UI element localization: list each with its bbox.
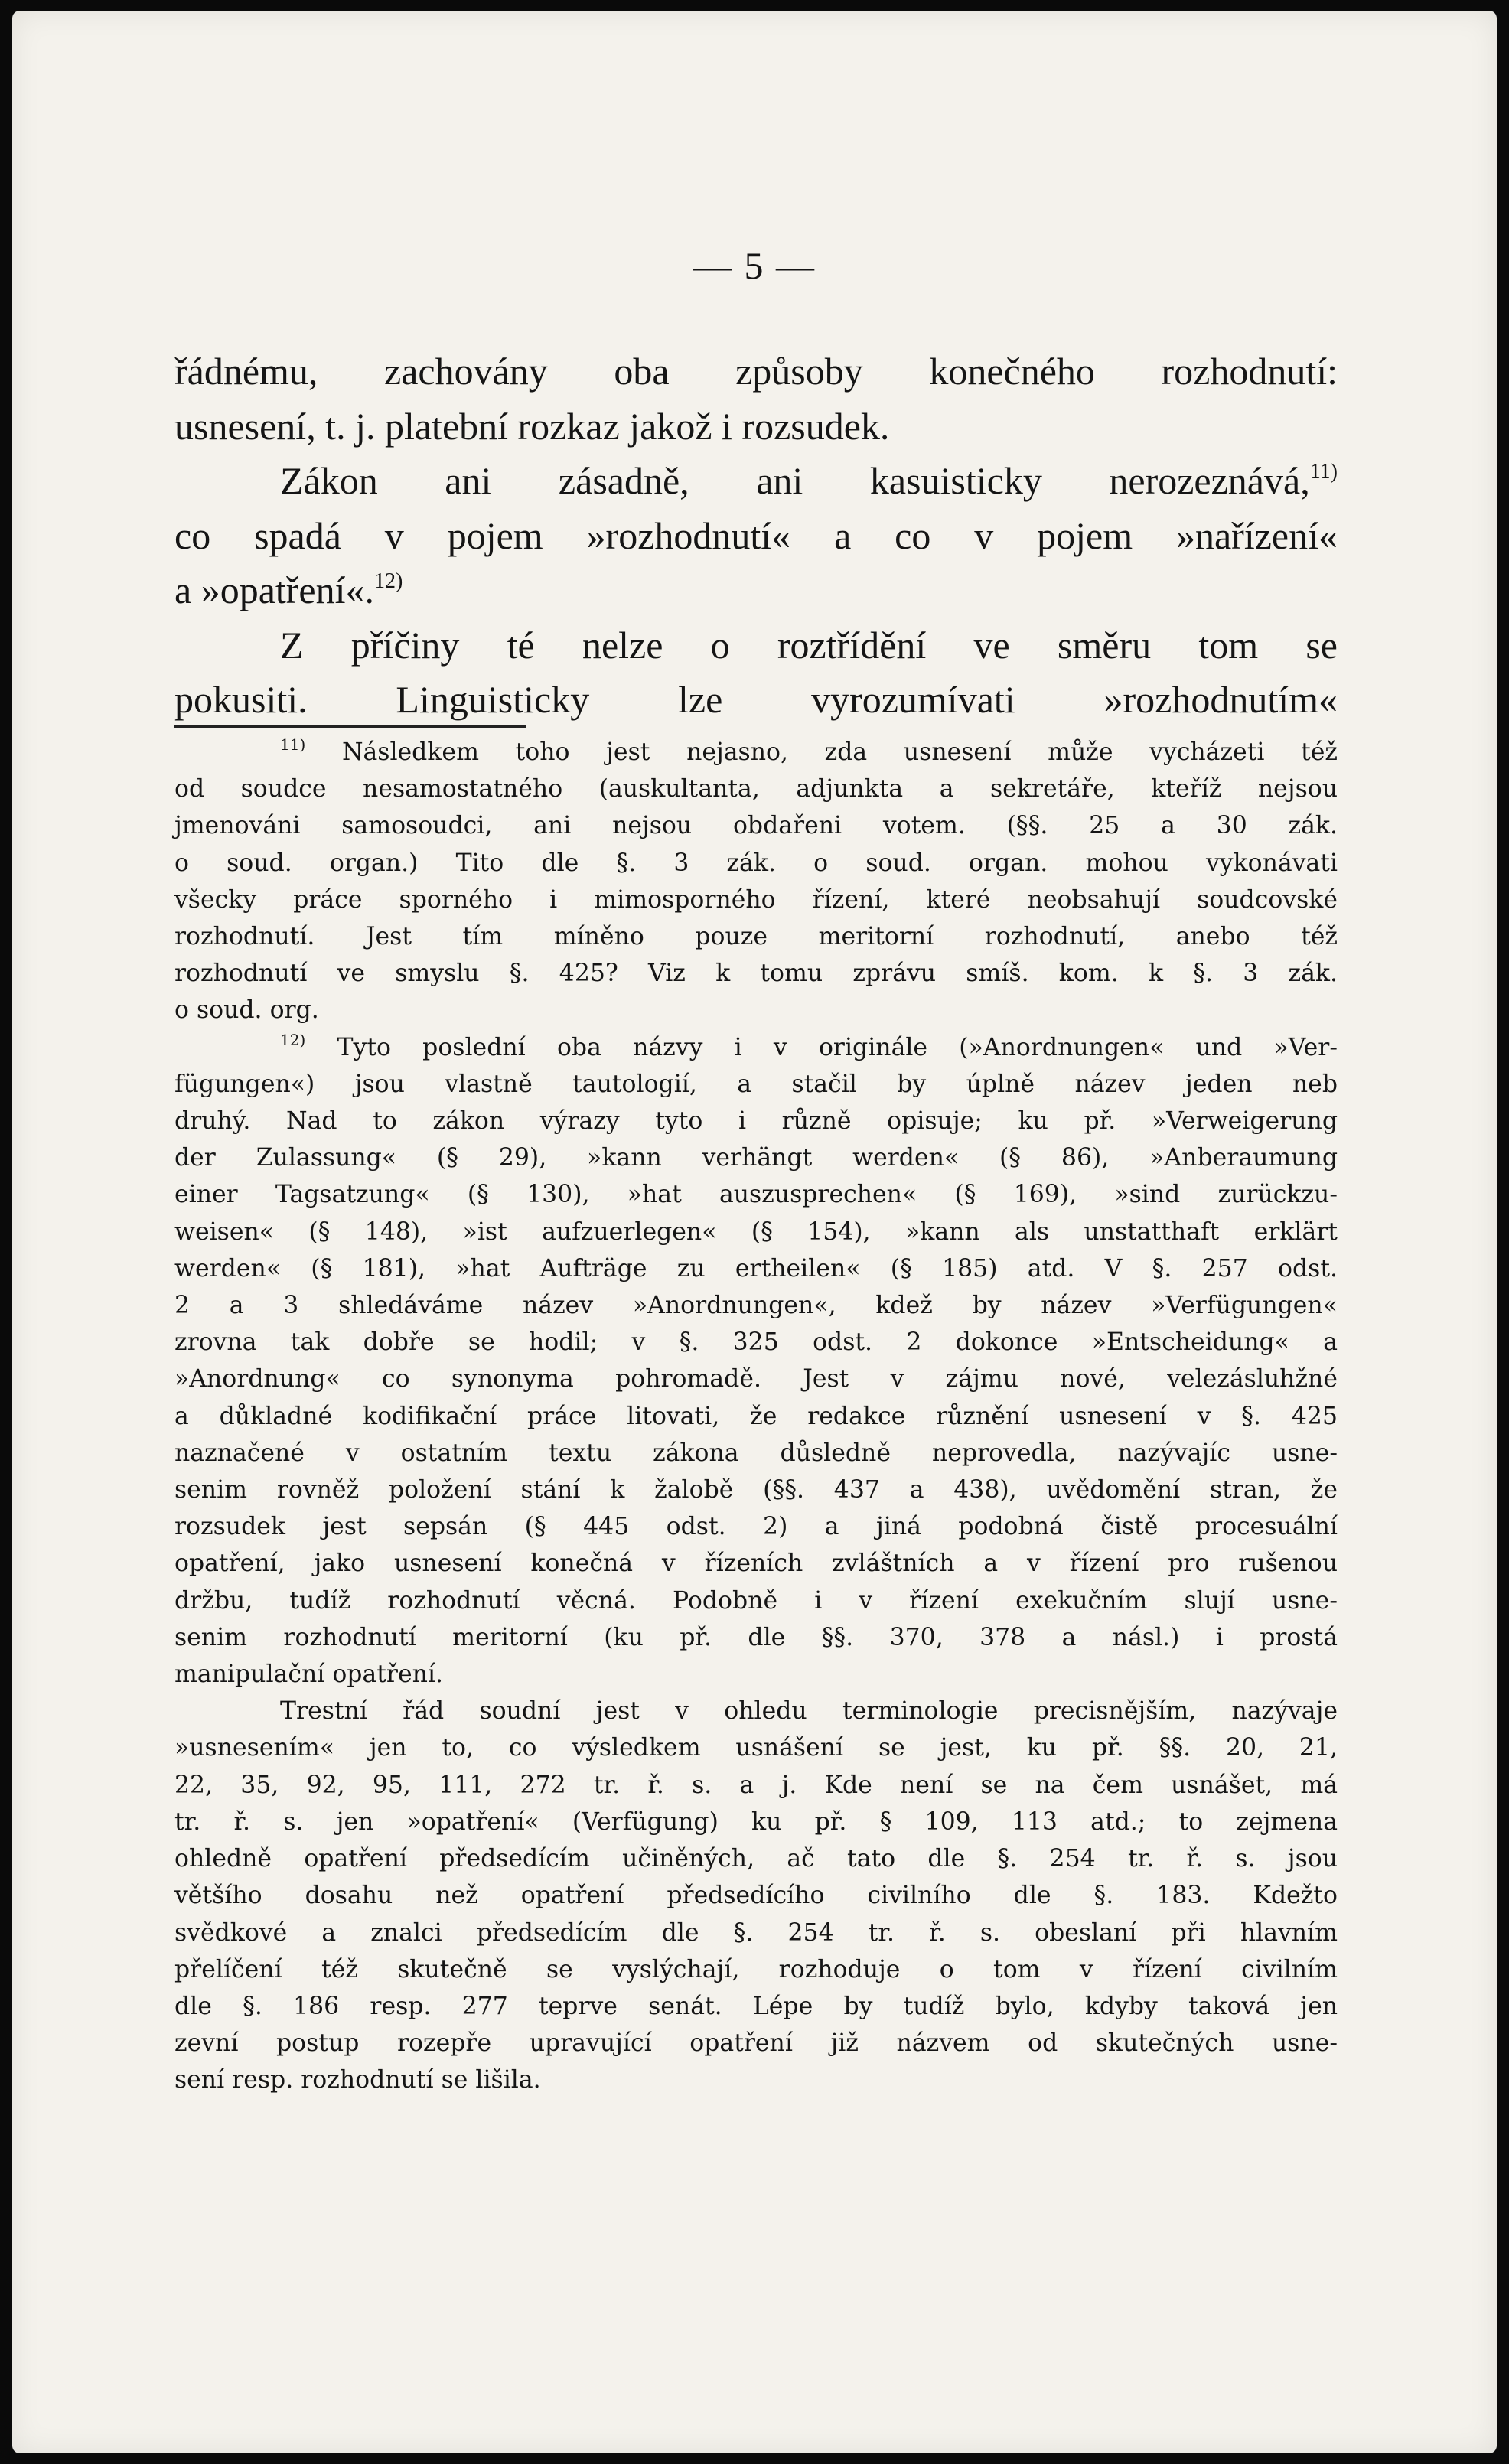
footnote-line: fügungen«) jsou vlastně tautologií, a stačil by úplně název jeden neb bbox=[174, 1070, 1338, 1098]
footnote-line: přelíčení též skutečně se vyslýchají, rozhoduje o tom v řízení civilním bbox=[174, 1955, 1338, 1983]
footnote-line: senim rozhodnutí meritorní (ku př. dle §§. 370, 378 a násl.) i prostá bbox=[174, 1623, 1338, 1651]
footnote-line: rozhodnutí. Jest tím míněno pouze meritorní rozhodnutí, anebo též bbox=[174, 923, 1338, 951]
footnote-ref-12: 12) bbox=[374, 569, 403, 593]
footnote-line: od soudce nesamostatného (auskultanta, adjunkta a sekretáře, kteříž nejsou bbox=[174, 775, 1338, 803]
footnote-line: zrovna tak dobře se hodil; v §. 325 odst. 2 dokonce »Entscheidung« a bbox=[174, 1328, 1338, 1357]
footnote-line: a důkladné kodifikační práce litovati, že redakce různění usnesení v §. 425 bbox=[174, 1402, 1338, 1430]
footnote-separator bbox=[174, 725, 526, 728]
body-line bbox=[174, 454, 1338, 509]
footnote-line: naznačené v ostatním textu zákona důsledně neprovedla, nazývajíc usne- bbox=[174, 1439, 1338, 1467]
footnote-line: $^{11)}$ Následkem toho jest nejasno, zda usnesení může vycházeti též bbox=[280, 735, 1338, 766]
footnote-line: $^{12)}$ Tyto poslední oba názvy i v originále (»Anordnungen« und »Ver- bbox=[280, 1030, 1338, 1061]
footnote-line: svědkové a znalci předsedícím dle §. 254 tr. ř. s. obeslaní při hlavním bbox=[174, 1918, 1338, 1947]
footnote-line: 2 a 3 shledáváme název »Anordnungen«, kdež by název »Verfügungen« bbox=[174, 1292, 1338, 1320]
book-page bbox=[12, 11, 1497, 2453]
body-line: řádnému, zachovány oba způsoby konečného rozhodnutí: bbox=[174, 350, 1338, 393]
footnote-line: držbu, tudíž rozhodnutí věcná. Podobně i v řízení exekučním slují usne- bbox=[174, 1586, 1338, 1615]
footnotes bbox=[174, 734, 1338, 2099]
page-number: — 5 — bbox=[693, 244, 816, 287]
footnote-line: jmenováni samosoudci, ani nejsou obdařeni votem. (§§. 25 a 30 zák. bbox=[174, 812, 1338, 840]
footnote-marker-12: 12) bbox=[280, 1030, 306, 1049]
footnote-line: ohledně opatření předsedícím učiněných, ač tato dle §. 254 tr. ř. s. jsou bbox=[174, 1845, 1338, 1873]
footnote-line: »Anordnung« co synonyma pohromadě. Jest v zájmu nové, velezásluhžné bbox=[174, 1365, 1338, 1393]
footnote-line: Trestní řád soudní jest v ohledu terminologie precisnějším, nazývaje bbox=[280, 1697, 1338, 1726]
footnote-line: opatření, jako usnesení konečná v řízeních zvláštních a v řízení pro rušenou bbox=[174, 1550, 1338, 1578]
footnote-line: sení resp. rozhodnutí se lišila. bbox=[174, 2066, 541, 2094]
footnote-line: o soud. org. bbox=[174, 996, 319, 1025]
footnote-line: der Zulassung« (§ 29), »kann verhängt werden« (§ 86), »Anberaumung bbox=[174, 1144, 1338, 1172]
body-line: usnesení, t. j. platební rozkaz jakož i rozsudek. bbox=[174, 404, 890, 448]
footnote-ref-11: 11) bbox=[1309, 460, 1338, 484]
footnote-line: »usnesením« jen to, co výsledkem usnášení se jest, ku př. §§. 20, 21, bbox=[174, 1734, 1338, 1762]
footnote-line: o soud. organ.) Tito dle §. 3 zák. o soud. organ. mohou vykonávati bbox=[174, 849, 1338, 877]
body-line-text: a »opatření«. bbox=[174, 569, 375, 611]
footnote-line: tr. ř. s. jen »opatření« (Verfügung) ku př. § 109, 113 atd.; to zejmena bbox=[174, 1807, 1338, 1836]
body-line bbox=[174, 563, 1338, 618]
body-line: Z příčiny té nelze o roztřídění ve směru tom se bbox=[280, 623, 1338, 667]
footnote-line: dle §. 186 resp. 277 teprve senát. Lépe by tudíž bylo, kdyby taková jen bbox=[174, 1992, 1338, 2020]
footnote-line: zevní postup rozepře upravující opatření již názvem od skutečných usne- bbox=[174, 2029, 1338, 2058]
footnote-line: 22, 35, 92, 95, 111, 272 tr. ř. s. a j. Kde není se na čem usnášet, má bbox=[174, 1771, 1338, 1799]
footnote-line: manipulační opatření. bbox=[174, 1661, 443, 1689]
body-line-text: Zákon ani zásadně, ani kasuisticky nerozeznává, bbox=[280, 459, 1310, 502]
footnote-line: einer Tagsatzung« (§ 130), »hat auszusprechen« (§ 169), »sind zurückzu- bbox=[174, 1181, 1338, 1209]
body-line: pokusiti. Linguisticky lze vyrozumívati »rozhodnutím« bbox=[174, 678, 1338, 721]
main-text bbox=[174, 344, 1338, 728]
footnote-marker-11: 11) bbox=[280, 735, 306, 754]
footnote-line: werden« (§ 181), »hat Aufträge zu ertheilen« (§ 185) atd. V §. 257 odst. bbox=[174, 1254, 1338, 1283]
footnote-line: všecky práce sporného i mimosporného řízení, které neobsahují soudcovské bbox=[174, 885, 1338, 914]
footnote-line: druhý. Nad to zákon výrazy tyto i různě opisuje; ku př. »Verweigerung bbox=[174, 1107, 1338, 1136]
body-line: co spadá v pojem »rozhodnutí« a co v pojem »nařízení« bbox=[174, 513, 1338, 557]
footnote-line: senim rovněž položení stání k žalobě (§§. 437 a 438), uvědomění stran, že bbox=[174, 1476, 1338, 1504]
footnote-line: weisen« (§ 148), »ist aufzuerlegen« (§ 154), »kann als unstatthaft erklärt bbox=[174, 1217, 1338, 1246]
footnote-line: většího dosahu než opatření předsedícího civilního dle §. 183. Kdežto bbox=[174, 1882, 1338, 1910]
footnote-line: rozsudek jest sepsán (§ 445 odst. 2) a jiná podobná čistě procesuální bbox=[174, 1513, 1338, 1541]
footnote-line: rozhodnutí ve smyslu §. 425? Viz k tomu zprávu smíš. kom. k §. 3 zák. bbox=[174, 960, 1338, 988]
